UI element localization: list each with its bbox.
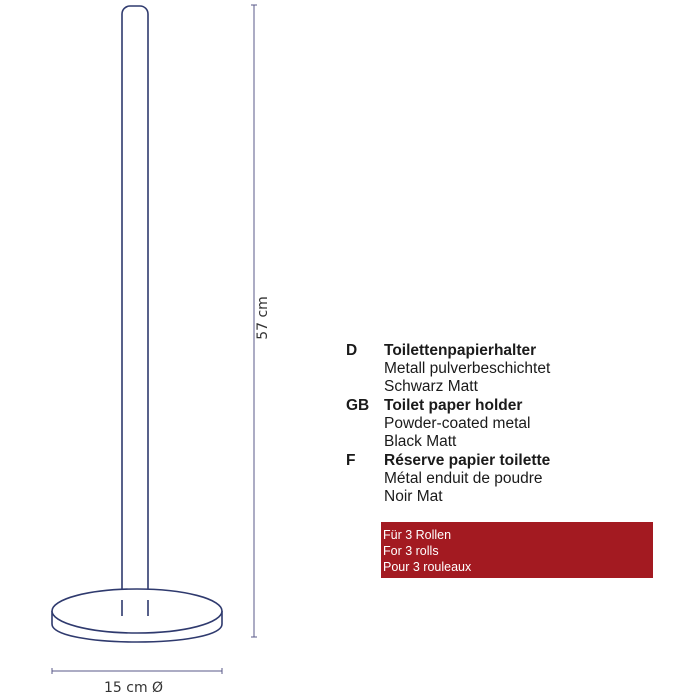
description-french xyxy=(346,452,636,506)
finish-text: Schwarz Matt xyxy=(384,378,478,395)
material-text: Metall pulverbeschichtet xyxy=(384,360,551,377)
capacity-german: Für 3 Rollen xyxy=(383,528,452,542)
diameter-label: 15 cm Ø xyxy=(104,680,164,696)
capacity-banner xyxy=(381,522,653,578)
description-english xyxy=(346,397,636,451)
language-code: GB xyxy=(346,397,370,414)
material-text: Métal enduit de poudre xyxy=(384,470,543,487)
capacity-french: Pour 3 rouleaux xyxy=(383,560,472,574)
product-title: Toilettenpapierhalter xyxy=(384,342,537,359)
holder-base-top xyxy=(52,589,222,633)
product-title: Réserve papier toilette xyxy=(384,452,551,469)
language-code: D xyxy=(346,342,358,359)
holder-pole xyxy=(122,6,148,616)
height-label: 57 cm xyxy=(254,296,271,340)
description-german xyxy=(346,342,636,396)
capacity-english: For 3 rolls xyxy=(383,544,439,558)
product-title: Toilet paper holder xyxy=(384,397,523,414)
language-code: F xyxy=(346,452,356,469)
finish-text: Black Matt xyxy=(384,433,457,450)
finish-text: Noir Mat xyxy=(384,488,443,505)
material-text: Powder-coated metal xyxy=(384,415,531,432)
